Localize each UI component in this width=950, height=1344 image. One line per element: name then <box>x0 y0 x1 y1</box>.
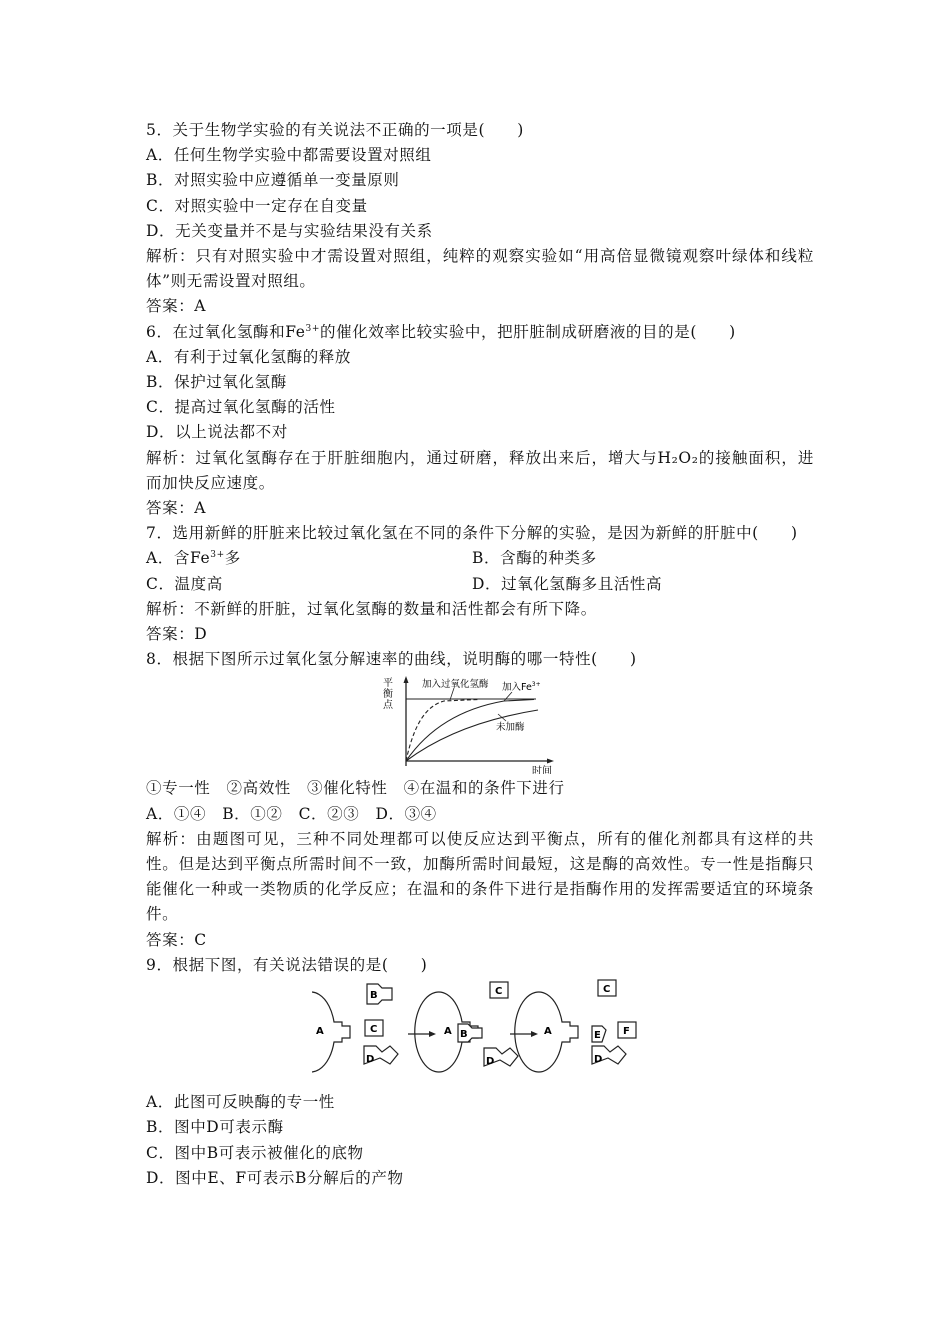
q8-analysis: 解析：由题图可见，三种不同处理都可以使反应达到平衡点，所有的催化剂都具有这样的共性。但是达到平衡点所需时间不一致，加酶所需时间最短，这是酶的高效性。专一性是指酶只能催化一种或一类物质的化学反应；在温和的条件下进行是指酶作用的发挥需要适宜的环境条件。 <box>146 829 814 924</box>
label-C-3: C <box>603 984 611 996</box>
q5-option-d: D．无关变量并不是与实验结果没有关系 <box>146 221 433 240</box>
q7-option-d: D．过氧化氢酶多且活性高 <box>472 574 663 593</box>
q8-figure <box>146 672 814 776</box>
label-F: F <box>623 1026 630 1038</box>
q9-option-d: D．图中E、F可表示B分解后的产物 <box>146 1168 404 1187</box>
q6-stem: 6．在过氧化氢酶和$Fe^{3+}$的催化效率比较实验中，把肝脏制成研磨液的目的是( ) <box>146 322 736 341</box>
q5-answer: 答案：A <box>146 297 207 316</box>
q8-options: A．①④ B．①② C．②③ D．③④ <box>146 804 437 823</box>
label-A-2: A <box>444 1026 452 1038</box>
q8-answer: 答案：C <box>146 930 207 949</box>
leader-fe3 <box>504 692 512 701</box>
reaction-rate-graph <box>378 674 588 774</box>
q6-option-c: C．提高过氧化氢酶的活性 <box>146 398 336 417</box>
q5-option-a: A．任何生物学实验中都需要设置对照组 <box>146 146 432 165</box>
q9-stem: 9．根据下图，有关说法错误的是( ) <box>146 955 428 974</box>
q6-analysis: 解析：过氧化氢酶存在于肝脏细胞内，通过研磨，释放出来后，增大与H₂O₂的接触面积，进而加快反应速度。 <box>146 448 814 492</box>
curve-enzyme <box>406 700 478 762</box>
q7-option-c: C．温度高 <box>146 574 223 593</box>
q9-option-c: C．图中B可表示被催化的底物 <box>146 1143 364 1162</box>
y-axis-label-char-1: 平 <box>383 678 393 690</box>
label-B-2: B <box>460 1029 468 1041</box>
label-E: E <box>594 1030 601 1042</box>
y-axis-label-char-3: 点 <box>383 700 393 712</box>
q6-option-b: B．保护过氧化氢酶 <box>146 373 287 392</box>
q5-analysis: 解析：只有对照实验中才需设置对照组，纯粹的观察实验如“用高倍显微镜观察叶绿体和线粒体”则无需设置对照组。 <box>146 247 814 291</box>
q6-answer: 答案：A <box>146 499 207 518</box>
q9-figure <box>146 978 814 1090</box>
label-D-1: D <box>366 1054 375 1066</box>
enzyme-substrate-diagram <box>312 978 652 1086</box>
arrow-1-head <box>429 1031 436 1037</box>
q8-items: ①专一性 ②高效性 ③催化特性 ④在温和的条件下进行 <box>146 779 565 798</box>
label-A-1: A <box>316 1026 324 1038</box>
label-fe3: 加入$Fe^{3+}$ <box>502 681 541 694</box>
label-A-3: A <box>544 1026 552 1038</box>
q5-option-b: B．对照实验中应遵循单一变量原则 <box>146 171 400 190</box>
q6-option-d: D．以上说法都不对 <box>146 423 288 442</box>
label-B-1: B <box>370 990 378 1002</box>
q6-option-a: A．有利于过氧化氢酶的释放 <box>146 347 351 366</box>
curve-no-enzyme <box>406 710 538 761</box>
arrow-2-head <box>531 1031 538 1037</box>
label-D-3: D <box>594 1054 603 1066</box>
q9-option-a: A．此图可反映酶的专一性 <box>146 1093 335 1112</box>
q8-stem: 8．根据下图所示过氧化氢分解速率的曲线，说明酶的哪一特性( ) <box>146 650 637 669</box>
y-axis-arrow <box>404 676 409 683</box>
label-D-2: D <box>486 1056 495 1068</box>
label-enzyme: 加入过氧化氢酶 <box>422 679 489 691</box>
label-C-1: C <box>370 1024 378 1036</box>
q5-option-c: C．对照实验中一定存在自变量 <box>146 196 368 215</box>
q7-analysis: 解析：不新鲜的肝脏，过氧化氢酶的数量和活性都会有所下降。 <box>146 599 597 618</box>
q7-stem: 7．选用新鲜的肝脏来比较过氧化氢在不同的条件下分解的实验，是因为新鲜的肝脏中( ) <box>146 524 798 543</box>
q5-stem: 5．关于生物学实验的有关说法不正确的一项是( ) <box>146 121 524 139</box>
leader-no-enzyme <box>498 714 506 721</box>
q7-option-b: B．含酶的种类多 <box>472 549 597 568</box>
label-no-enzyme: 未加酶 <box>496 722 525 734</box>
q7-answer: 答案：D <box>146 625 208 644</box>
document-page <box>146 118 814 1191</box>
label-C-2: C <box>495 986 503 998</box>
x-axis-label: 时间 <box>532 766 552 775</box>
q7-option-a: A．含$Fe^{3+}$多 <box>146 549 241 568</box>
q7-options-row-2 <box>146 572 814 597</box>
q7-options-row-1 <box>146 546 814 571</box>
y-axis-label-char-2: 衡 <box>383 689 393 701</box>
x-axis-arrow <box>547 759 554 764</box>
q9-option-b: B．图中D可表示酶 <box>146 1118 284 1137</box>
